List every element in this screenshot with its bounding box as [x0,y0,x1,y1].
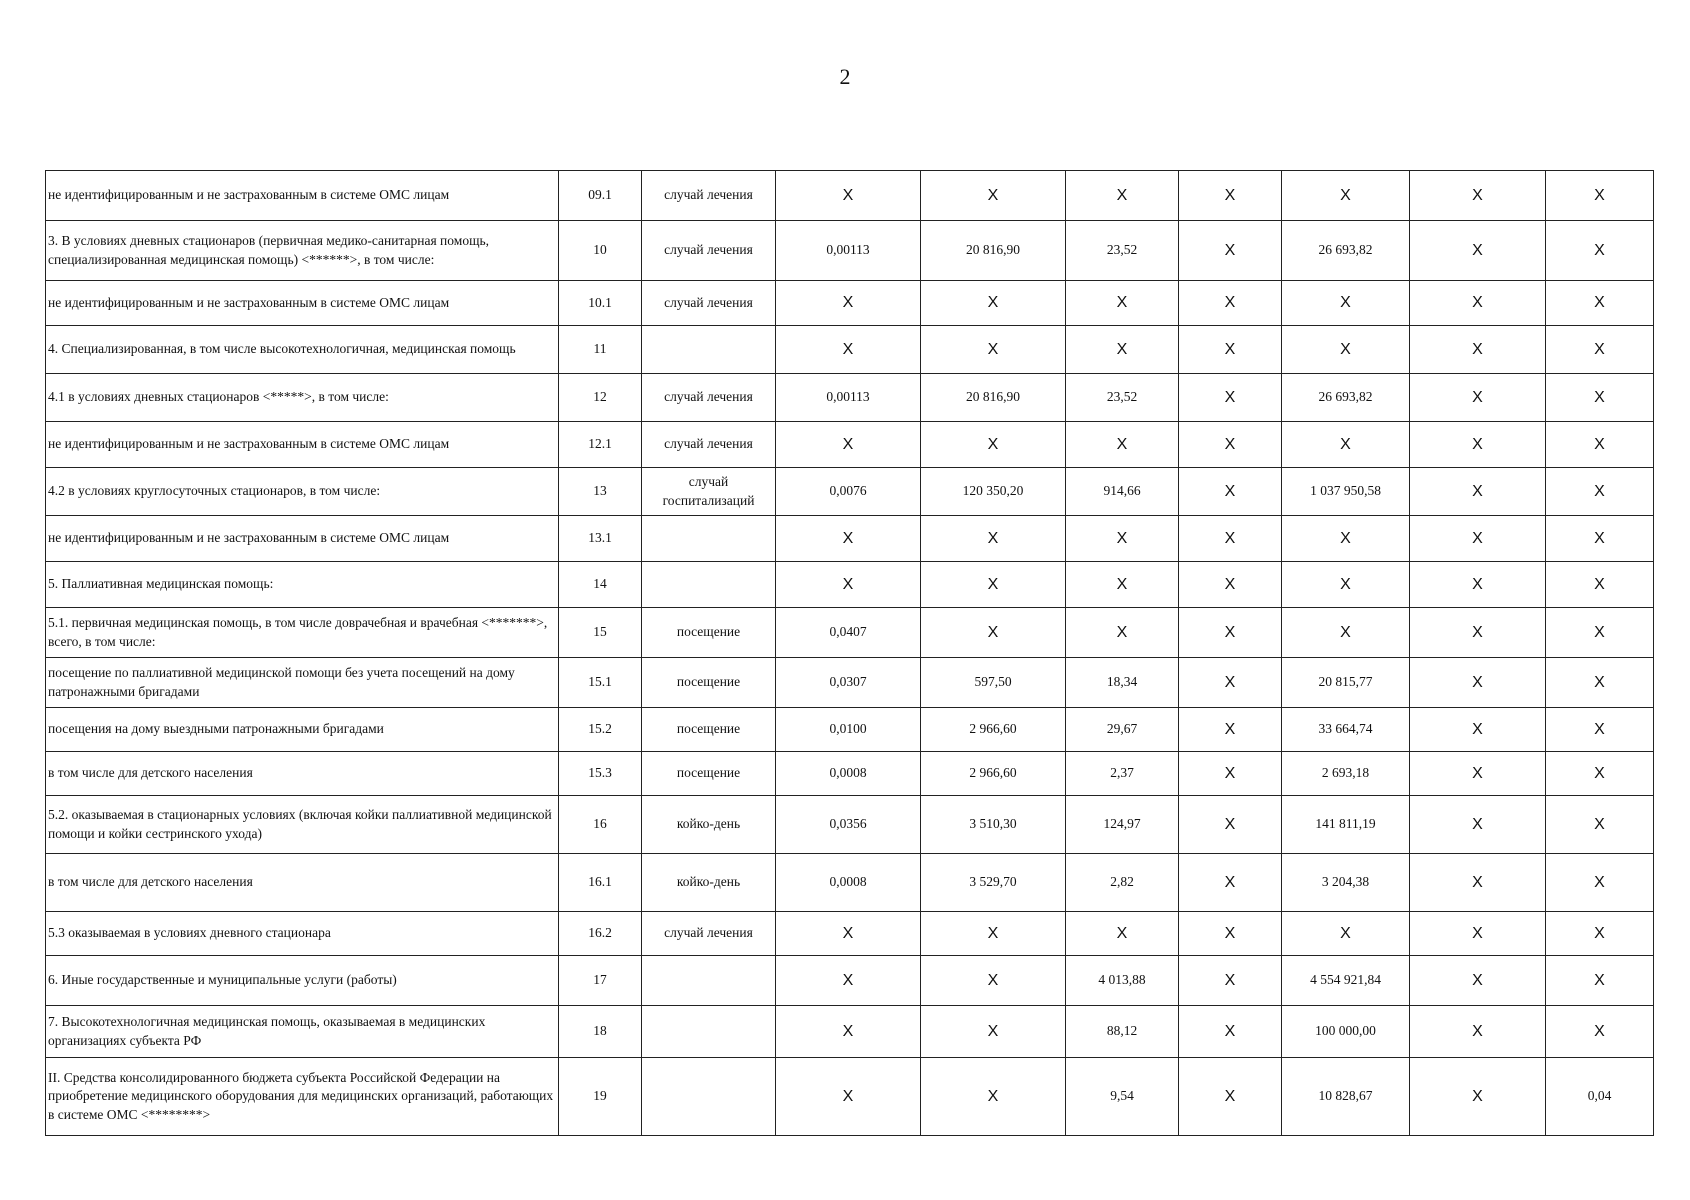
row-unit: койко-день [642,854,776,912]
row-cell-6: X [1410,708,1546,752]
row-cell-1: 0,00113 [776,374,921,422]
row-cell-7: X [1546,171,1654,221]
row-unit: посещение [642,608,776,658]
row-cell-6: X [1410,374,1546,422]
row-code: 13 [559,468,642,516]
row-cell-6: X [1410,516,1546,562]
row-cell-2: 2 966,60 [921,708,1066,752]
row-name: в том числе для детского населения [46,752,559,796]
row-cell-7: X [1546,326,1654,374]
row-cell-7: X [1546,422,1654,468]
row-cell-5: 1 037 950,58 [1282,468,1410,516]
row-cell-5: 10 828,67 [1282,1058,1410,1136]
row-cell-6: X [1410,281,1546,326]
row-cell-5: X [1282,912,1410,956]
row-cell-6: X [1410,1058,1546,1136]
table-row [46,326,1654,374]
row-cell-6: X [1410,658,1546,708]
row-name: 5.2. оказываемая в стационарных условиях (включая койки паллиативной медицинской помощи и койки сестринского ухода) [46,796,559,854]
row-cell-1: X [776,912,921,956]
row-cell-6: X [1410,468,1546,516]
row-cell-4: X [1179,221,1282,281]
row-cell-3: X [1066,608,1179,658]
row-name: 3. В условиях дневных стационаров (первичная медико-санитарная помощь, специализированная медицинская помощь) <******>, в том числе: [46,221,559,281]
table-row [46,468,1654,516]
row-code: 13.1 [559,516,642,562]
row-cell-7: X [1546,468,1654,516]
row-cell-3: X [1066,281,1179,326]
table-row [46,221,1654,281]
row-cell-3: 9,54 [1066,1058,1179,1136]
row-cell-1: X [776,1058,921,1136]
row-cell-2: X [921,422,1066,468]
row-cell-5: 26 693,82 [1282,221,1410,281]
row-cell-4: X [1179,326,1282,374]
row-code: 16.1 [559,854,642,912]
row-code: 09.1 [559,171,642,221]
row-code: 15 [559,608,642,658]
row-cell-7: X [1546,374,1654,422]
row-cell-7: X [1546,796,1654,854]
row-name: 5.1. первичная медицинская помощь, в том числе доврачебная и врачебная <*******>, всего, в том числе: [46,608,559,658]
row-cell-4: X [1179,796,1282,854]
row-unit [642,562,776,608]
row-cell-1: X [776,326,921,374]
row-name: 4. Специализированная, в том числе высокотехнологичная, медицинская помощь [46,326,559,374]
row-name: 6. Иные государственные и муниципальные услуги (работы) [46,956,559,1006]
row-cell-6: X [1410,956,1546,1006]
row-cell-6: X [1410,608,1546,658]
table-row [46,562,1654,608]
table-row [46,608,1654,658]
row-cell-5: 26 693,82 [1282,374,1410,422]
table-row [46,1006,1654,1058]
data-table [45,170,1654,1136]
row-cell-1: X [776,562,921,608]
row-cell-5: X [1282,516,1410,562]
row-cell-2: X [921,326,1066,374]
row-cell-3: 29,67 [1066,708,1179,752]
row-cell-6: X [1410,326,1546,374]
row-code: 16.2 [559,912,642,956]
row-cell-4: X [1179,562,1282,608]
row-cell-7: X [1546,221,1654,281]
row-unit: посещение [642,708,776,752]
row-code: 15.3 [559,752,642,796]
row-unit: случай лечения [642,422,776,468]
row-cell-2: X [921,912,1066,956]
row-cell-5: 3 204,38 [1282,854,1410,912]
row-cell-1: 0,0307 [776,658,921,708]
row-cell-7: X [1546,854,1654,912]
page-number: 2 [839,64,851,89]
row-cell-7: X [1546,752,1654,796]
row-cell-5: X [1282,562,1410,608]
row-cell-4: X [1179,281,1282,326]
table-row [46,752,1654,796]
row-cell-3: 2,37 [1066,752,1179,796]
table-row [46,956,1654,1006]
row-name: в том числе для детского населения [46,854,559,912]
row-cell-5: 100 000,00 [1282,1006,1410,1058]
table-row [46,1058,1654,1136]
row-code: 19 [559,1058,642,1136]
row-cell-5: 20 815,77 [1282,658,1410,708]
row-cell-2: 20 816,90 [921,221,1066,281]
row-cell-5: X [1282,608,1410,658]
row-cell-7: X [1546,516,1654,562]
row-cell-6: X [1410,912,1546,956]
row-cell-6: X [1410,752,1546,796]
row-cell-2: X [921,1006,1066,1058]
row-unit: случай лечения [642,171,776,221]
row-name: не идентифицированным и не застрахованным в системе ОМС лицам [46,171,559,221]
row-name: 4.2 в условиях круглосуточных стационаров, в том числе: [46,468,559,516]
row-cell-1: X [776,516,921,562]
table-row [46,854,1654,912]
row-name: не идентифицированным и не застрахованным в системе ОМС лицам [46,281,559,326]
row-cell-1: 0,0008 [776,752,921,796]
row-cell-2: 20 816,90 [921,374,1066,422]
table-row [46,171,1654,221]
row-cell-3: 2,82 [1066,854,1179,912]
row-cell-4: X [1179,1058,1282,1136]
row-cell-3: X [1066,516,1179,562]
table-body [46,171,1654,1136]
row-unit: случай госпитализаций [642,468,776,516]
row-code: 11 [559,326,642,374]
row-cell-3: 914,66 [1066,468,1179,516]
row-cell-7: X [1546,658,1654,708]
row-cell-4: X [1179,171,1282,221]
row-name: не идентифицированным и не застрахованным в системе ОМС лицам [46,422,559,468]
row-name: 7. Высокотехнологичная медицинская помощь, оказываемая в медицинских организациях субъекта РФ [46,1006,559,1058]
row-cell-6: X [1410,422,1546,468]
row-cell-4: X [1179,516,1282,562]
row-unit: случай лечения [642,281,776,326]
row-code: 14 [559,562,642,608]
row-cell-4: X [1179,608,1282,658]
row-cell-6: X [1410,562,1546,608]
row-cell-4: X [1179,708,1282,752]
row-cell-5: X [1282,281,1410,326]
row-name: 5.3 оказываемая в условиях дневного стационара [46,912,559,956]
table-row [46,516,1654,562]
row-name: посещение по паллиативной медицинской помощи без учета посещений на дому патронажными бригадами [46,658,559,708]
row-cell-1: X [776,1006,921,1058]
row-unit [642,326,776,374]
row-cell-5: X [1282,326,1410,374]
row-cell-4: X [1179,854,1282,912]
row-cell-7: X [1546,281,1654,326]
row-unit: койко-день [642,796,776,854]
row-cell-6: X [1410,854,1546,912]
row-cell-3: X [1066,171,1179,221]
row-cell-1: 0,0008 [776,854,921,912]
row-cell-2: 3 510,30 [921,796,1066,854]
row-cell-1: 0,00113 [776,221,921,281]
row-cell-1: 0,0407 [776,608,921,658]
row-cell-2: 3 529,70 [921,854,1066,912]
row-cell-2: X [921,281,1066,326]
table-row [46,658,1654,708]
row-cell-1: X [776,281,921,326]
row-cell-1: 0,0356 [776,796,921,854]
row-cell-6: X [1410,171,1546,221]
row-cell-2: X [921,562,1066,608]
row-cell-4: X [1179,374,1282,422]
row-unit [642,1006,776,1058]
row-cell-2: 597,50 [921,658,1066,708]
row-cell-1: X [776,956,921,1006]
row-cell-5: 2 693,18 [1282,752,1410,796]
row-cell-4: X [1179,658,1282,708]
row-cell-3: 23,52 [1066,221,1179,281]
row-cell-4: X [1179,1006,1282,1058]
row-cell-7: X [1546,956,1654,1006]
row-unit [642,956,776,1006]
row-cell-3: 23,52 [1066,374,1179,422]
row-unit [642,1058,776,1136]
row-unit: посещение [642,658,776,708]
row-cell-5: X [1282,171,1410,221]
row-cell-2: 120 350,20 [921,468,1066,516]
row-name: не идентифицированным и не застрахованным в системе ОМС лицам [46,516,559,562]
row-cell-3: X [1066,422,1179,468]
row-code: 10 [559,221,642,281]
row-cell-3: X [1066,326,1179,374]
row-cell-3: 18,34 [1066,658,1179,708]
row-cell-2: X [921,956,1066,1006]
row-cell-3: X [1066,912,1179,956]
row-cell-4: X [1179,422,1282,468]
table-row [46,281,1654,326]
row-cell-7: 0,04 [1546,1058,1654,1136]
row-name: II. Средства консолидированного бюджета субъекта Российской Федерации на приобретение медицинского оборудования для медицинских организаций, работающих в системе ОМС <********> [46,1058,559,1136]
row-code: 12 [559,374,642,422]
row-code: 12.1 [559,422,642,468]
table-row [46,708,1654,752]
row-name: 4.1 в условиях дневных стационаров <*****>, в том числе: [46,374,559,422]
row-cell-4: X [1179,468,1282,516]
row-code: 10.1 [559,281,642,326]
row-cell-6: X [1410,221,1546,281]
row-unit: случай лечения [642,221,776,281]
row-cell-7: X [1546,912,1654,956]
row-code: 18 [559,1006,642,1058]
row-code: 15.1 [559,658,642,708]
row-cell-5: X [1282,422,1410,468]
table-row [46,422,1654,468]
table-row [46,374,1654,422]
row-cell-2: X [921,171,1066,221]
row-cell-2: 2 966,60 [921,752,1066,796]
row-cell-6: X [1410,1006,1546,1058]
row-cell-7: X [1546,708,1654,752]
row-cell-7: X [1546,608,1654,658]
row-cell-3: 4 013,88 [1066,956,1179,1006]
row-cell-1: 0,0100 [776,708,921,752]
row-cell-4: X [1179,912,1282,956]
row-code: 16 [559,796,642,854]
row-cell-7: X [1546,562,1654,608]
table-row [46,796,1654,854]
row-cell-5: 33 664,74 [1282,708,1410,752]
row-cell-2: X [921,1058,1066,1136]
row-cell-4: X [1179,956,1282,1006]
row-cell-1: X [776,422,921,468]
row-cell-1: X [776,171,921,221]
row-unit [642,516,776,562]
row-cell-6: X [1410,796,1546,854]
row-code: 15.2 [559,708,642,752]
row-cell-5: 4 554 921,84 [1282,956,1410,1006]
row-cell-2: X [921,516,1066,562]
row-cell-3: 88,12 [1066,1006,1179,1058]
row-cell-5: 141 811,19 [1282,796,1410,854]
row-unit: посещение [642,752,776,796]
row-cell-4: X [1179,752,1282,796]
row-name: посещения на дому выездными патронажными бригадами [46,708,559,752]
row-cell-7: X [1546,1006,1654,1058]
row-cell-3: X [1066,562,1179,608]
row-cell-2: X [921,608,1066,658]
row-name: 5. Паллиативная медицинская помощь: [46,562,559,608]
row-unit: случай лечения [642,912,776,956]
row-code: 17 [559,956,642,1006]
row-cell-1: 0,0076 [776,468,921,516]
table-row [46,912,1654,956]
row-unit: случай лечения [642,374,776,422]
row-cell-3: 124,97 [1066,796,1179,854]
